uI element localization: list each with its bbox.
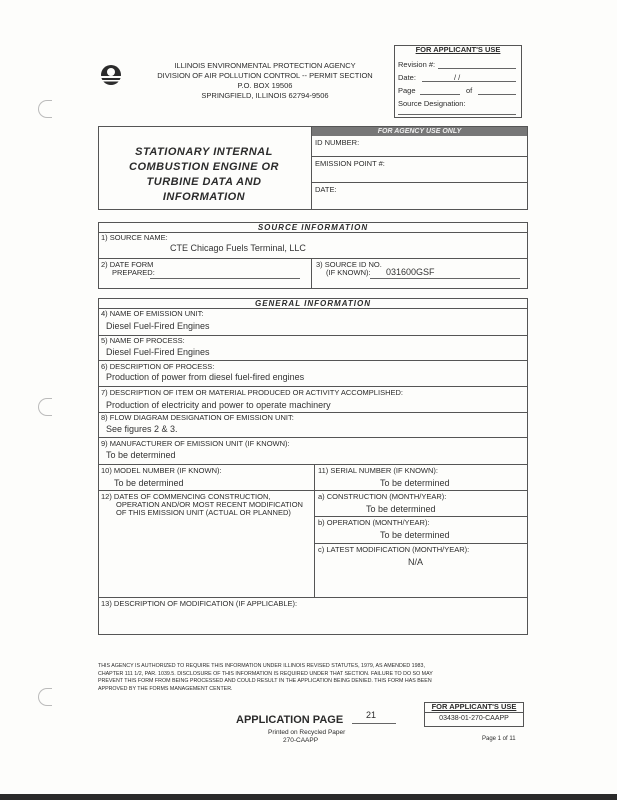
agency-header [140, 62, 390, 100]
source-info-header: SOURCE INFORMATION [257, 223, 369, 232]
operation-value: To be determined [380, 530, 450, 540]
id-number-label: ID NUMBER: [315, 138, 360, 147]
agency-line-3: P.O. BOX 19506 [237, 80, 293, 90]
emission-point-label: EMISSION POINT #: [315, 159, 385, 168]
applicant-use-header: FOR APPLICANT'S USE [415, 45, 501, 54]
date-form-label-1: 2) DATE FORM [101, 260, 154, 269]
source-id-label-2: (IF KNOWN): [326, 268, 371, 277]
agency-date-label: DATE: [315, 185, 337, 194]
disclaimer-line-2: CHAPTER 111 1/2, PAR. 1039.5. DISCLOSURE OF THIS INFORMATION IS REQUIRED UNDER THAT SECTION. FAILURE TO DO SO MAY [98, 670, 433, 677]
agency-line-1: ILLINOIS ENVIRONMENTAL PROTECTION AGENCY [174, 61, 356, 70]
modification-description-label: 13) DESCRIPTION OF MODIFICATION (IF APPLICABLE): [101, 599, 298, 608]
dates-label-3: OF THIS EMISSION UNIT (ACTUAL OR PLANNED) [116, 508, 291, 517]
item-description-value: Production of electricity and power to operate machinery [106, 400, 331, 410]
revision-label: Revision #: [398, 60, 436, 69]
recycled-paper-note: Printed on Recycled Paper [268, 729, 346, 736]
model-number-value: To be determined [114, 478, 184, 488]
source-name-label: 1) SOURCE NAME: [101, 233, 168, 242]
general-info-header: GENERAL INFORMATION [254, 299, 372, 308]
scan-edge [0, 794, 617, 800]
serial-number-value: To be determined [380, 478, 450, 488]
applicant-use-footer-header: FOR APPLICANT'S USE [431, 702, 517, 711]
date-separators: / / [454, 73, 461, 82]
binder-hole [38, 688, 52, 706]
form-title: STATIONARY INTERNAL COMBUSTION ENGINE OR TURBINE DATA AND INFORMATION [129, 146, 279, 203]
source-designation-label: Source Designation: [398, 99, 466, 108]
modification-value: N/A [408, 557, 424, 567]
disclaimer [98, 664, 528, 692]
page-of-count: Page 1 of 11 [482, 736, 516, 742]
applicant-use-footer-value: 03438-01-270-CAAPP [439, 715, 509, 722]
date-form-label-2: PREPARED: [112, 268, 155, 277]
manufacturer-value: To be determined [106, 450, 176, 460]
page-of-label: of [466, 86, 473, 95]
dates-label-1: 12) DATES OF COMMENCING CONSTRUCTION, [101, 492, 271, 501]
source-name-value: CTE Chicago Fuels Terminal, LLC [170, 243, 306, 253]
item-description-label: 7) DESCRIPTION OF ITEM OR MATERIAL PRODUCED OR ACTIVITY ACCOMPLISHED: [101, 388, 403, 397]
process-description-label: 6) DESCRIPTION OF PROCESS: [101, 362, 215, 371]
agency-line-4: SPRINGFIELD, ILLINOIS 62794-9506 [201, 90, 329, 100]
construction-label: a) CONSTRUCTION (MONTH/YEAR): [318, 492, 447, 501]
process-description-value: Production of power from diesel fuel-fired engines [106, 372, 305, 382]
flow-diagram-value: See figures 2 & 3. [106, 424, 178, 434]
disclaimer-line-1: THIS AGENCY IS AUTHORIZED TO REQUIRE THIS INFORMATION UNDER ILLINOIS REVISED STATUTES, 1979, AS AMENDED 1983, [98, 663, 425, 669]
model-number-label: 10) MODEL NUMBER (IF KNOWN): [101, 466, 222, 475]
binder-hole [38, 398, 52, 416]
application-page-number: 21 [366, 710, 377, 720]
operation-label: b) OPERATION (MONTH/YEAR): [318, 518, 430, 527]
modification-label: c) LATEST MODIFICATION (MONTH/YEAR): [318, 545, 470, 554]
date-label: Date: [398, 73, 416, 82]
flow-diagram-label: 8) FLOW DIAGRAM DESIGNATION OF EMISSION UNIT: [101, 413, 294, 422]
process-name-label: 5) NAME OF PROCESS: [101, 336, 185, 345]
source-id-label-1: 3) SOURCE ID NO. [316, 260, 382, 269]
process-name-value: Diesel Fuel-Fired Engines [106, 347, 210, 357]
agency-logo-icon [99, 64, 123, 86]
binder-hole [38, 100, 52, 118]
emission-unit-label: 4) NAME OF EMISSION UNIT: [101, 309, 204, 318]
agency-line-2: DIVISION OF AIR POLLUTION CONTROL -- PERMIT SECTION [157, 70, 373, 80]
emission-unit-value: Diesel Fuel-Fired Engines [106, 321, 210, 331]
source-id-value: 031600GSF [386, 267, 435, 277]
dates-label-2: OPERATION AND/OR MOST RECENT MODIFICATION [116, 500, 303, 509]
application-page-label: APPLICATION PAGE [236, 714, 344, 726]
construction-value: To be determined [366, 504, 436, 514]
disclaimer-line-3: PREVENT THIS FORM FROM BEING PROCESSED AND COULD RESULT IN THE APPLICATION BEING DENIED. THIS FORM HAS BEEN [98, 678, 432, 685]
serial-number-label: 11) SERIAL NUMBER (IF KNOWN): [318, 466, 439, 475]
page-label: Page [398, 86, 416, 95]
agency-use-header: FOR AGENCY USE ONLY [377, 128, 462, 135]
form-code: 270-CAAPP [283, 737, 319, 744]
disclaimer-line-4: APPROVED BY THE FORMS MANAGEMENT CENTER. [98, 685, 233, 692]
manufacturer-label: 9) MANUFACTURER OF EMISSION UNIT (IF KNOWN): [101, 439, 290, 448]
